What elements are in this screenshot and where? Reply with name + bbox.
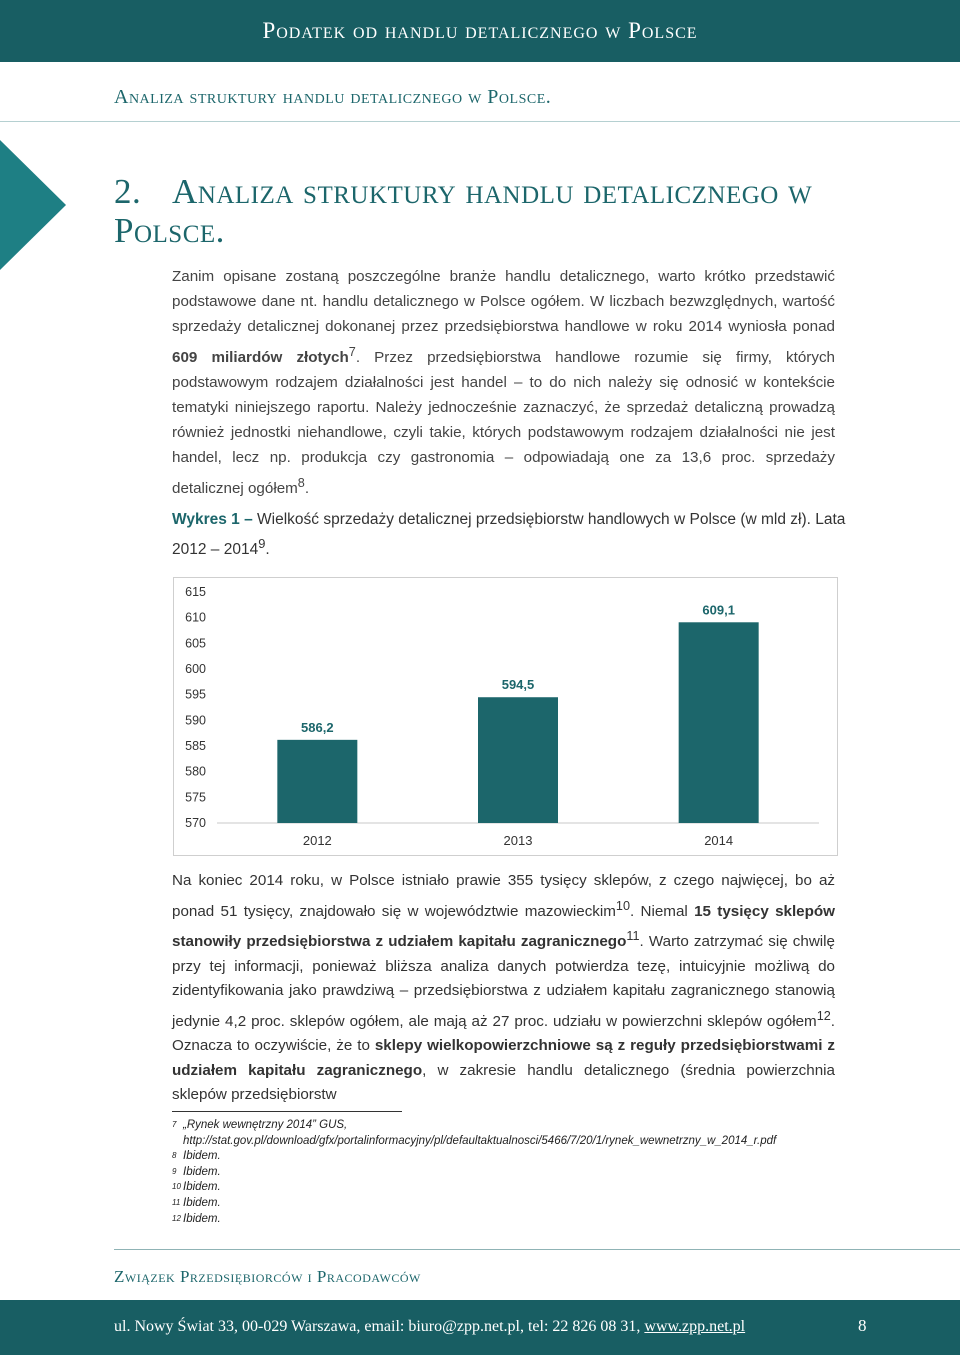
y-tick-label: 570 [185,816,206,830]
y-tick-label: 600 [185,662,206,676]
figure-label: Wykres 1 – [172,511,253,528]
organization-name: Związek Przedsiębiorców i Pracodawców [114,1267,421,1286]
data-label: 586,2 [301,719,334,735]
footnote-item: 12 Ibidem. [172,1212,221,1225]
data-label: 594,5 [501,677,535,693]
y-tick-label: 580 [185,764,206,779]
bar-chart [173,577,838,856]
x-tick-label: 2014 [704,833,734,848]
bar [679,622,759,823]
bar [277,740,357,823]
footnote-item: 9 Ibidem. [172,1165,221,1178]
footnote-ref: 11 [626,929,640,944]
y-tick-label: 615 [185,585,206,599]
footnote-ref: 10 [615,898,630,913]
section-heading [114,172,874,250]
y-tick-label: 605 [185,636,206,651]
x-tick-label: 2013 [503,833,533,848]
chapter-subtitle: Analiza struktury handlu detalicznego w Polsce. [114,86,552,108]
y-tick-label: 575 [185,790,206,805]
footnote-item: 10 Ibidem. [172,1181,221,1194]
emphasis-text: 15 tysięcy sklepów stanowiły przedsiębiorstwa z udziałem kapitału zagranicznego [172,902,835,951]
emphasis-text: sklepy wielkopowierzchniowe są z reguły przedsiębiorstwami z udziałem kapitału zagranicznego [172,1037,835,1079]
website-link[interactable]: www.zpp.net.pl [644,1318,746,1335]
footnote-ref: 12 [816,1008,831,1023]
contact-info: ul. Nowy Świat 33, 00-029 Warszawa, email: biuro@zpp.net.pl, tel: 22 826 08 31, www.zpp.net.pl [114,1318,746,1335]
chevron-right-icon [0,140,66,270]
footnote-ref: 8 [297,475,305,490]
page-number: 8 [858,1316,867,1335]
y-tick-label: 585 [185,739,206,753]
x-tick-label: 2012 [302,833,332,848]
subtitle-divider [0,121,960,122]
chart-canvas [174,578,837,855]
footnote-divider [172,1111,402,1112]
footnote-item: 8 Ibidem. [172,1150,221,1163]
emphasis-value: 609 miliardów złotych [172,348,349,366]
footnote-url[interactable]: http://stat.gov.pl/download/gfx/portalinformacyjny/pl/defaultaktualnosci/5466/7/20/1/rynek_wewnetrzny_w_2014_r.pdf [183,1134,777,1147]
intro-paragraph: Zanim opisane zostaną poszczególne branże handlu detalicznego, warto krótko przedstawić podstawowe dane nt. handlu detalicznego w Polsce ogółem. W liczbach bezwzględnych, wartość sprzedaży detalicznej dokonanej przez przedsiębiorstwa handlowe w roku 2014 wyniosła ponad 609 miliardów złotych$^7$. Przez przedsiębiorstwa handlowe rozumie się firmy, których podstawowym rodzajem działalności jest handel – to do nich należy się odnosić w kontekście tematyki niniejszego raportu. Należy jednocześnie zaznaczyć, że sprzedaż detaliczną prowadzą również jednostki niehandlowe, czyli takie, których podstawowym rodzajem działalności nie jest handel, lecz np. produkcja czy gastronomia – odpowiadają one za 13,6 proc. sprzedaży detalicznej ogółem$^8$. [172,268,835,497]
footnotes [172,1118,872,1227]
y-tick-label: 595 [185,687,206,702]
header-bar [0,0,960,62]
figure-caption: Wykres 1 – Wielkość sprzedaży detalicznej przedsiębiorstw handlowych w Polsce (w mld zł). Lata 2012 – 2014$^9$. [172,511,846,559]
footer-divider [114,1249,960,1250]
body-paragraph: Na koniec 2014 roku, w Polsce istniało prawie 355 tysięcy sklepów, z czego najwięcej, bo aż ponad 51 tysięcy, znajdowało się w województwie mazowieckim$^{10}$. Niemal 15 tysięcy sklepów stanowiły przedsiębiorstwa z udziałem kapitału zagranicznego$^{11}$. Warto zatrzymać się chwilę przy tej informacji, ponieważ bliższa analiza danych potwierdza tezę, intuicyjnie możliwą do zidentyfikowania jako prawdziwą – przedsiębiorstwa z udziałem kapitału zagranicznego stanowią jedynie 4,2 proc. sklepów ogółem, ale mają aż 27 proc. udziału w powierzchni sklepów ogółem$^{12}$. Oznacza to oczywiście, że to sklepy wielkopowierzchniowe są z reguły przedsiębiorstwami z udziałem kapitału zagranicznego, w zakresie handlu detalicznego (średnia powierzchnia sklepów przedsiębiorstw [172,872,836,1104]
y-tick-label: 590 [185,713,206,728]
footnote-ref: 7 [348,344,356,359]
section-number: 2. [114,172,142,211]
footnote-item: 7 „Rynek wewnętrzny 2014” GUS, [172,1119,348,1131]
footnote-item: 11 Ibidem. [172,1196,221,1209]
y-tick-label: 610 [185,610,206,625]
bar [478,697,558,823]
data-label: 609,1 [702,602,735,618]
document-title: Podatek od handlu detalicznego w Polsce [262,18,698,43]
footnote-ref: 9 [258,536,266,551]
section-title: Analiza struktury handlu detalicznego w Polsce. [114,172,813,250]
